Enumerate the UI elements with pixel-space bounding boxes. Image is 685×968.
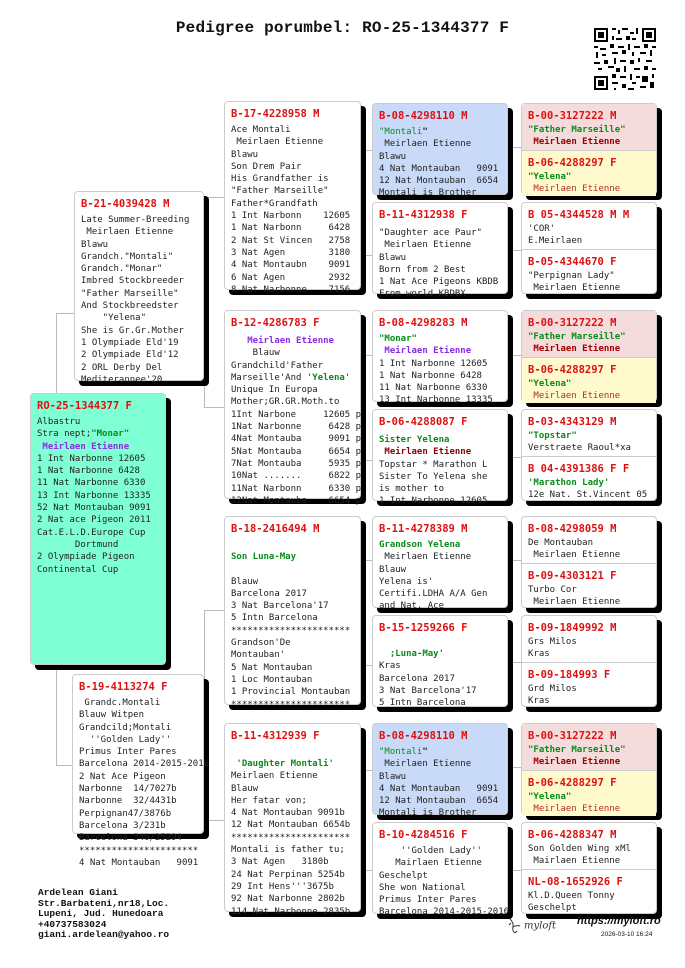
pigeon-name: "Yelena" [528,379,572,389]
pigeon-name: "Topstar" [528,431,577,441]
pigeon-card-gen2[interactable] [224,310,362,506]
pigeon-details [373,638,507,714]
pigeon-pair-card [521,103,657,195]
ring-number: B-08-4298283 M [379,317,468,329]
pigeon-card-gen3[interactable] [372,723,508,819]
pigeon-card-gen2[interactable] [224,516,361,710]
pigeon-card-gen4[interactable] [522,616,656,662]
breeder-name: Meirlaen Etienne [528,550,621,561]
pigeon-card-gen4[interactable] [522,104,656,150]
pigeon-card-gen4[interactable] [522,724,656,770]
pigeon-pair-card [521,822,657,914]
pigeon-card-gen4[interactable] [522,150,656,196]
breeder-name: Geschelpt [528,903,577,914]
detail-line: Albastru [37,417,81,427]
ring-number: B-18-2416494 M [231,523,320,535]
results-text: 1 Int Narbonne 12605 1 Nat Narbonne 6428 11 Nat Narbonne 6330 13 Int Narbonne 13335 [379,358,493,406]
pigeon-name: Grandson Yelena [379,540,461,550]
pigeon-details [522,171,656,196]
myloft-logo [508,917,556,935]
results-text: Blauw Barcelona 2017 3 Nat Barcelona'17 5 Intn Barcelona ********************** Grandson'De Montauban' 5 Nat Montauban 1 Loc Montauban 1 Provincial Montauban ********************** [231,576,351,710]
pigeon-details: Grandc.Montali Blauw Witpen Grandcild;Montali ''Golden Lady'' Primus Inter Pares Barcelona 2014-2015-2016 2 Nat Ace Pigeon Narbonne 14/7027b Narbonne 32/4431b Perpignan47/3876b Barcelona 3/231b Barcelona 340/25294 ********************** 4 Nat Montauban 9091 [79,698,210,868]
ring-number: B-06-4288087 F [379,416,468,428]
pigeon-details [522,683,656,708]
pigeon-details [31,416,165,576]
pigeon-name: De Montauban [528,538,594,548]
breeder-name: 12e Nat. St.Vincent 05 [528,490,648,501]
pigeon-card-gen4[interactable] [522,823,656,869]
breeder-name: Meirlaen Etienne [528,137,621,148]
ring-number: B-12-4286783 F [231,317,320,329]
pigeon-details [373,126,507,199]
pigeon-details [522,636,656,661]
bird-logo-icon [508,917,524,935]
ring-number: B-06-4288297 F [528,364,617,376]
pigeon-details [522,890,656,915]
connector-line [508,355,522,356]
generated-timestamp: 2026-03-10 16:24 [601,931,653,938]
results-text: Meirlaen Etienne Blawu 4 Nat Montauban 9091 12 Nat Montauban 6654 Montali is Brother [379,759,499,819]
pigeon-details [373,432,507,507]
ring-number: B 05-4344528 M M [528,209,630,221]
pigeon-details [522,378,656,403]
logo-text: myloft [524,920,557,932]
pigeon-name: "Monar" [91,429,130,440]
pigeon-details: ''Golden Lady'' Mairlaen Etienne Geschelpt She won National Primus Inter Pares Barcelona 2014-2015-2016 [379,846,510,918]
ring-number: RO-25-1344377 F [37,400,132,412]
results-text: Kras Barcelona 2017 3 Nat Barcelona'17 5 Intn Barcelona [379,661,477,709]
pigeon-card-gen3[interactable] [372,103,508,199]
pigeon-details [522,477,656,502]
results-text: Meirlaen Etienne Blauw Her fatar von; 4 Nat Montauban 9091b 12 Nat Montauban 6654b ********************** Montali is father tu; 3 Nat Agen 3180b 24 Nat Perpinan 5254b 29 Int Hens'''3675b 92 Nat Narbonne 2802b 114 Nat Narbonne 2835b [231,771,351,917]
pigeon-card-gen2[interactable] [224,101,361,295]
pigeon-details [225,333,362,506]
pigeon-name: "Yelena" [528,172,572,182]
pigeon-card-gen4[interactable] [522,357,656,403]
pigeon-card-gen4[interactable] [522,456,656,502]
ring-number: B-11-4312938 F [379,209,468,221]
pigeon-card-gen3[interactable] [372,310,508,406]
pigeon-details [373,746,507,819]
pigeon-pair-card [521,409,657,501]
connector-line [508,767,522,768]
pigeon-card-gen4[interactable] [522,410,656,456]
ring-number: B 04-4391386 F F [528,463,630,475]
quote-mark: " [422,747,428,757]
ring-number: B-19-4113274 F [79,681,168,693]
pigeon-name: "Father Marseille" [528,125,626,135]
detail-line: Stra nept; [37,429,92,440]
connector-line [204,610,224,611]
detail-line: Blauw Grandchild'Father Marseille'And ' [231,348,324,383]
pigeon-name: 'Daughter Montali' [231,759,334,769]
ring-number: B-06-4288297 F [528,777,617,789]
pigeon-card-gen4[interactable] [522,517,656,563]
qr-code-icon [592,26,658,92]
owner-phone: +40737583024 [38,918,107,930]
results-text: Meirlaen Etienne Blawu 4 Nat Montauban 9091 12 Nat Montauban 6654 Montali is Brother [379,139,499,199]
pigeon-card-gen4[interactable] [522,563,656,609]
pigeon-card-gen3[interactable] [372,822,510,918]
pigeon-name: "Yelena" [528,792,572,802]
connector-line [508,147,522,148]
pigeon-name: "Montali [379,747,423,757]
ring-number: B-03-4343129 M [528,416,617,428]
pigeon-name: Sister Yelena [379,435,450,445]
pigeon-details [225,746,360,920]
owner-address-line: Lupeni, Jud. Hunedoara [38,908,164,919]
pigeon-details [522,584,656,609]
pigeon-details [225,539,360,713]
pigeon-details [522,331,656,356]
ring-number: B-09-184993 F [528,669,611,681]
pigeon-card-gen3[interactable] [372,516,508,612]
breeder-name: Meirlaen Etienne [528,184,621,195]
pigeon-name: "Father Marseille" [528,745,626,755]
connector-line [508,870,522,871]
pigeon-name: Son Luna-May [231,552,297,562]
pigeon-details [522,744,656,769]
pigeon-details [522,791,656,816]
pigeon-name: ;Luna-May' [379,649,445,659]
page-title: Pedigree porumbel: RO-25-1344377 F [175,19,510,37]
breeder-name: E.Meirlaen [528,236,583,247]
connector-line [508,250,522,251]
ring-number: B-09-1849992 M [528,622,617,634]
ring-number: B-08-4298059 M [528,523,617,535]
breeder-name: Meirlaen Etienne [231,336,334,346]
breeder-name: Meirlaen Etienne [528,804,621,815]
ring-number: B-11-4278389 M [379,523,468,535]
ring-number: B-17-4228958 M [231,108,320,120]
owner-email[interactable]: giani.ardelean@yahoo.ro [38,929,170,940]
pigeon-card-gen3[interactable] [372,409,508,507]
pigeon-name: Grd Milos [528,684,577,694]
breeder-name: Meirlaen Etienne [528,344,621,355]
connector-line [508,457,522,458]
ring-number: B-06-4288297 F [528,157,617,169]
connector-line [204,610,205,820]
pigeon-card-gen4[interactable] [522,249,656,295]
pigeon-name: "Montali [379,127,423,137]
ring-number: NL-08-1652926 F [528,876,623,888]
pigeon-details: "Daughter ace Paur" Meirlaen Etienne Blawu Born from 2 Best 1 Nat Ace Pigeons KBDB From world KBDBX [379,228,499,300]
pigeon-details: Ace Montali Meirlaen Etienne Blawu Son Drem Pair His Grandfather is "Father Marseille" Father*Grandfath 1 Int Narbonn 12605 1 Nat Narbonn 6428 2 Nat St Vincen 2758 3 Nat Agen 3180 4 Nat Montaubn 9091 6 Nat Agen 2932 8 Nat Narbonne 7156 [231,125,351,295]
pigeon-pair-card [521,310,657,402]
results-text: Topstar * Marathon L Sister To Yelena she is mother to 1 Int Narbonne 12605 [379,459,488,507]
ring-number: B-00-3127222 M [528,110,617,122]
pigeon-details: Late Summer-Breeding Meirlaen Etienne Blawu Grandch."Montali" Grandch."Monar" Imbred Stockbreeder "Father Marseille" And Stockbreedster "Yelena" She is Gr.Gr.Mother 1 Olympiade Eld'19 2 Olympiade Eld'12 2 ORL Derby Del Mediterannee'20 [81,215,190,385]
connector-line [508,560,522,561]
pigeon-name: Turbo Cor [528,585,577,595]
breeder-name: Kras [528,649,550,660]
pigeon-details [522,124,656,149]
ring-number: B-11-4312939 F [231,730,320,742]
breeder-name: Kras [528,696,550,707]
ring-number: B-15-1259266 F [379,622,468,634]
pigeon-pair-card [521,615,657,707]
breeder-name: Verstraete Raoul*xa [528,443,631,454]
breeder-name: Meirlaen Etienne [379,447,472,458]
ring-number: B-10-4284516 F [379,829,468,841]
ring-number: B-21-4039428 M [81,198,170,210]
results-text: Meirlaen Etienne Blauw Yelena is' Certifi.LDHA A/A Gen and Nat. Ace [379,552,488,612]
pigeon-name: Yelena [312,372,345,383]
connector-line [204,197,224,198]
pigeon-pair-card [521,202,657,294]
pigeon-card-subject[interactable] [30,393,166,665]
breeder-name: Meirlaen Etienne [37,441,130,452]
pigeon-name: "Monar" [379,334,417,344]
pigeon-details [522,430,656,455]
owner-name: Ardelean Giani [38,887,118,898]
results-text: 1 Int Narbonne 12605 1 Nat Narbonne 6428 11 Nat Narbonne 6330 13 Int Narbonne 13335 52 Nat Montauban 9091 2 Nat ace Pigeon 2011 Cat.E.L.D.Europe Cup Dortmund 2 Olympiade Pigeon Continental Cup [37,453,151,575]
pigeon-name: "Perpignan Lady" [528,271,615,281]
pigeon-pair-card [521,723,657,815]
owner-contact [38,888,169,941]
pigeon-card-gen3[interactable] [372,615,508,707]
pigeon-card-gen4[interactable] [522,662,656,708]
pigeon-card-gen4[interactable] [522,770,656,816]
pigeon-name: 'Marathon Lady' [528,478,610,488]
ring-number: B-08-4298110 M [379,110,468,122]
pigeon-name: Kl.D.Queen Tonny [528,891,615,901]
ring-number: B-08-4298110 M [379,730,468,742]
owner-address-line: Str.Barbateni,nr18,Loc. [38,897,170,909]
pigeon-card-gen4[interactable] [522,311,656,357]
pigeon-card-gen4[interactable] [522,203,656,249]
ring-number: B-00-3127222 M [528,730,617,742]
breeder-name: Meirlaen Etienne [528,597,621,608]
pigeon-card-gen4[interactable] [522,869,656,915]
breeder-name: Meirlaen Etienne [528,757,621,768]
pigeon-details [373,539,507,612]
pigeon-pair-card [521,516,657,608]
pigeon-card-gen2[interactable] [224,723,361,917]
website-link[interactable]: https://myloft.ro [577,915,661,927]
pigeon-details [373,333,507,406]
pigeon-details [522,843,656,868]
breeder-name: Mairlaen Etienne [528,856,621,867]
pigeon-name: Grs Milos [528,637,577,647]
quote-mark: " [422,127,428,137]
pigeon-card-dam[interactable] [72,674,210,868]
pigeon-details [522,270,656,295]
results-text: ' Unique In Europa Mother;GR.GR.Moth.to 1Int Narbone 12605 p 1Nat Narbonne 6428 p 4Nat Montauba 9091 p 5Nat Montauba 6654 p 7Nat Montauba 5935 p 10Nat ....... 6822 p 11Nat Narbonn 6330 p 12Nat Montauba 6654 p [231,372,362,506]
pigeon-card-sire[interactable] [74,191,204,385]
connector-line [204,197,205,407]
ring-number: B-06-4288347 M [528,829,617,841]
connector-line [56,313,74,314]
connector-line [204,407,224,408]
pigeon-name: 'COR' [528,224,556,234]
pigeon-name: Son Golden Wing xMl [528,844,631,854]
connector-line [204,820,224,821]
pigeon-details [522,537,656,562]
pigeon-name: "Father Marseille" [528,332,626,342]
ring-number: B-05-4344670 F [528,256,617,268]
pigeon-details [522,223,656,248]
connector-line [508,662,522,663]
ring-number: B-00-3127222 M [528,317,617,329]
breeder-name: Meirlaen Etienne [528,283,621,294]
ring-number: B-09-4303121 F [528,570,617,582]
breeder-name: Meirlaen Etienne [528,391,621,402]
breeder-name: Meirlaen Etienne [379,346,472,357]
pigeon-card-gen3[interactable] [372,202,508,300]
